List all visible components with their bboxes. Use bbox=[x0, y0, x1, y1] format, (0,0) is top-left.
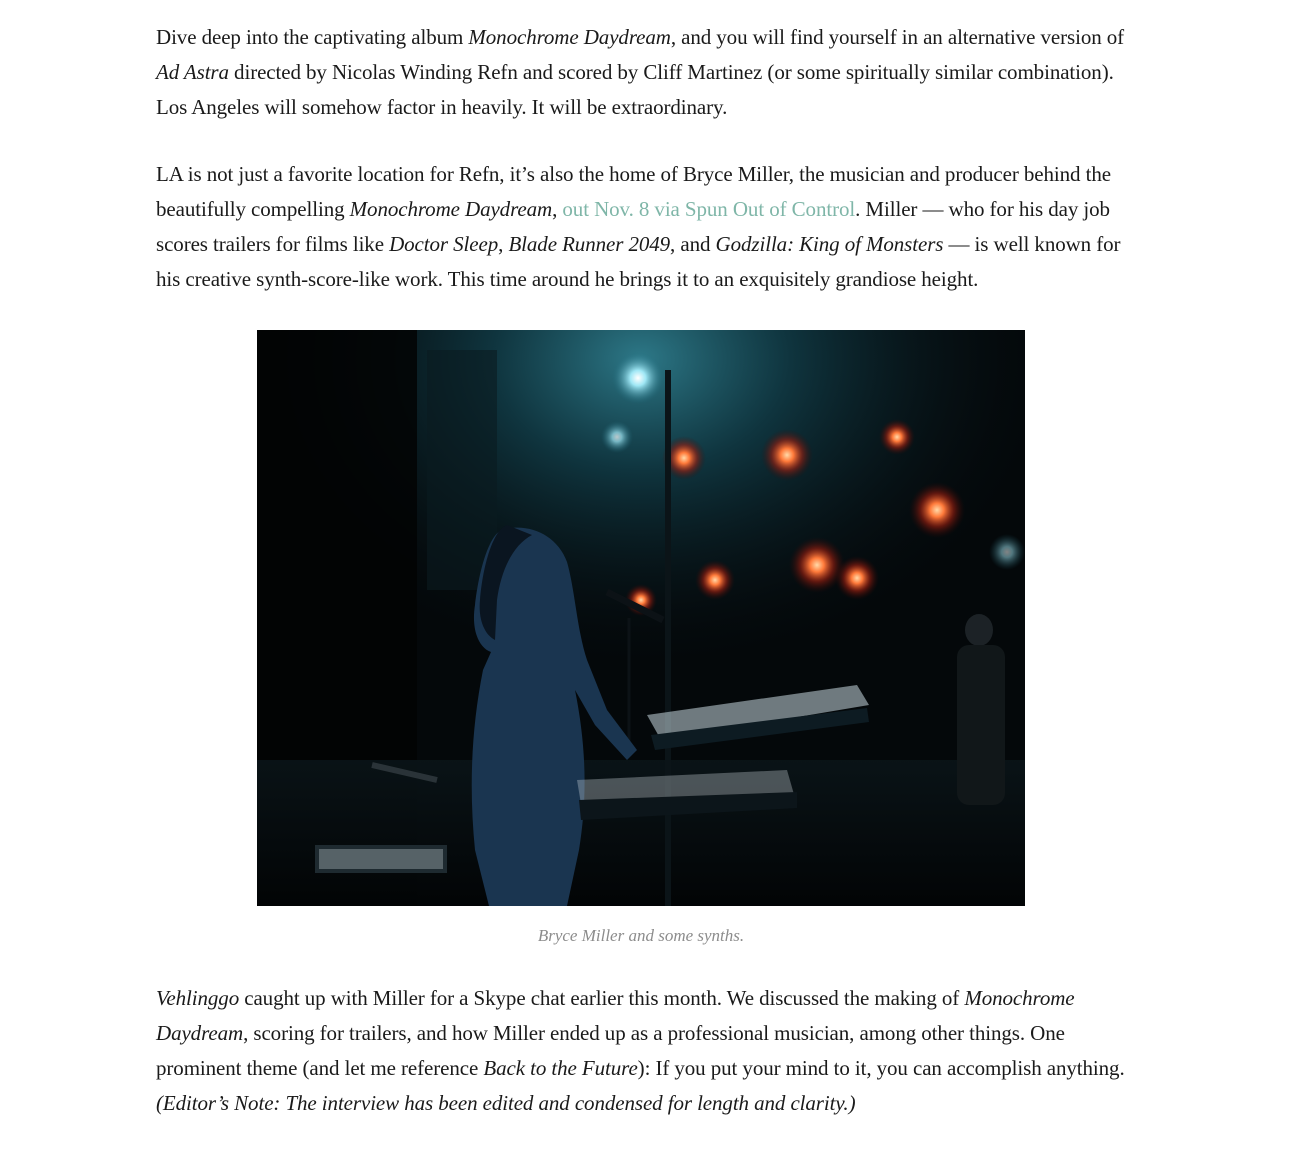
second-paragraph bbox=[156, 157, 1131, 297]
text-span: , scoring for trailers, and how Miller ended up as a professional musician, among other things. One prominent theme (and let me reference bbox=[156, 1021, 1065, 1080]
film-title: Ad Astra bbox=[156, 60, 229, 84]
text-span: LA is not just a favorite location for Refn, it’s also the home of Bryce Miller, the musician and producer behind the beautifully compelling bbox=[156, 162, 1111, 221]
text-span: — is well known for his creative synth-score-like work. This time around he brings it to an exquisitely grandiose height. bbox=[156, 232, 1121, 291]
film-title: Back to the Future bbox=[483, 1056, 638, 1080]
album-title: Monochrome Daydream bbox=[156, 986, 1075, 1045]
publication-name: Vehlinggo bbox=[156, 986, 240, 1010]
text-span: caught up with Miller for a Skype chat earlier this month. We discussed the making of bbox=[239, 986, 965, 1010]
film-title: Doctor Sleep bbox=[389, 232, 499, 256]
text-span: , bbox=[498, 232, 509, 256]
film-title: Blade Runner 2049 bbox=[508, 232, 671, 256]
third-paragraph bbox=[156, 981, 1131, 1121]
text-span: directed by Nicolas Winding Refn and scored by Cliff Martinez (or some spiritually similar combination). Los Angeles will somehow factor in heavily. It will be extraordinary. bbox=[156, 60, 1114, 119]
text-span: Dive deep into the captivating album bbox=[156, 25, 469, 49]
text-span: . Miller — who for his day job scores trailers for films like bbox=[156, 197, 1110, 256]
release-info-link[interactable]: out Nov. 8 via Spun Out of Control bbox=[562, 197, 856, 221]
photo-figure bbox=[257, 330, 1025, 946]
album-title: Monochrome Daydream bbox=[468, 25, 671, 49]
intro-paragraph bbox=[156, 20, 1131, 125]
text-span: , and you will find yourself in an alternative version of bbox=[670, 25, 1125, 49]
text-span: ): If you put your mind to it, you can accomplish anything. bbox=[637, 1056, 1125, 1080]
concert-photo[interactable] bbox=[257, 330, 1025, 906]
concert-photo-illustration bbox=[257, 330, 1025, 906]
text-span: , and bbox=[670, 232, 716, 256]
album-title: Monochrome Daydream bbox=[349, 197, 553, 221]
closing-section bbox=[156, 981, 1131, 1121]
text-span: , bbox=[552, 197, 563, 221]
article-body bbox=[156, 20, 1131, 1115]
editors-note: (Editor’s Note: The interview has been edited and condensed for length and clarity.) bbox=[156, 1091, 856, 1115]
photo-caption: Bryce Miller and some synths. bbox=[537, 926, 745, 945]
film-title: Godzilla: King of Monsters bbox=[715, 232, 944, 256]
